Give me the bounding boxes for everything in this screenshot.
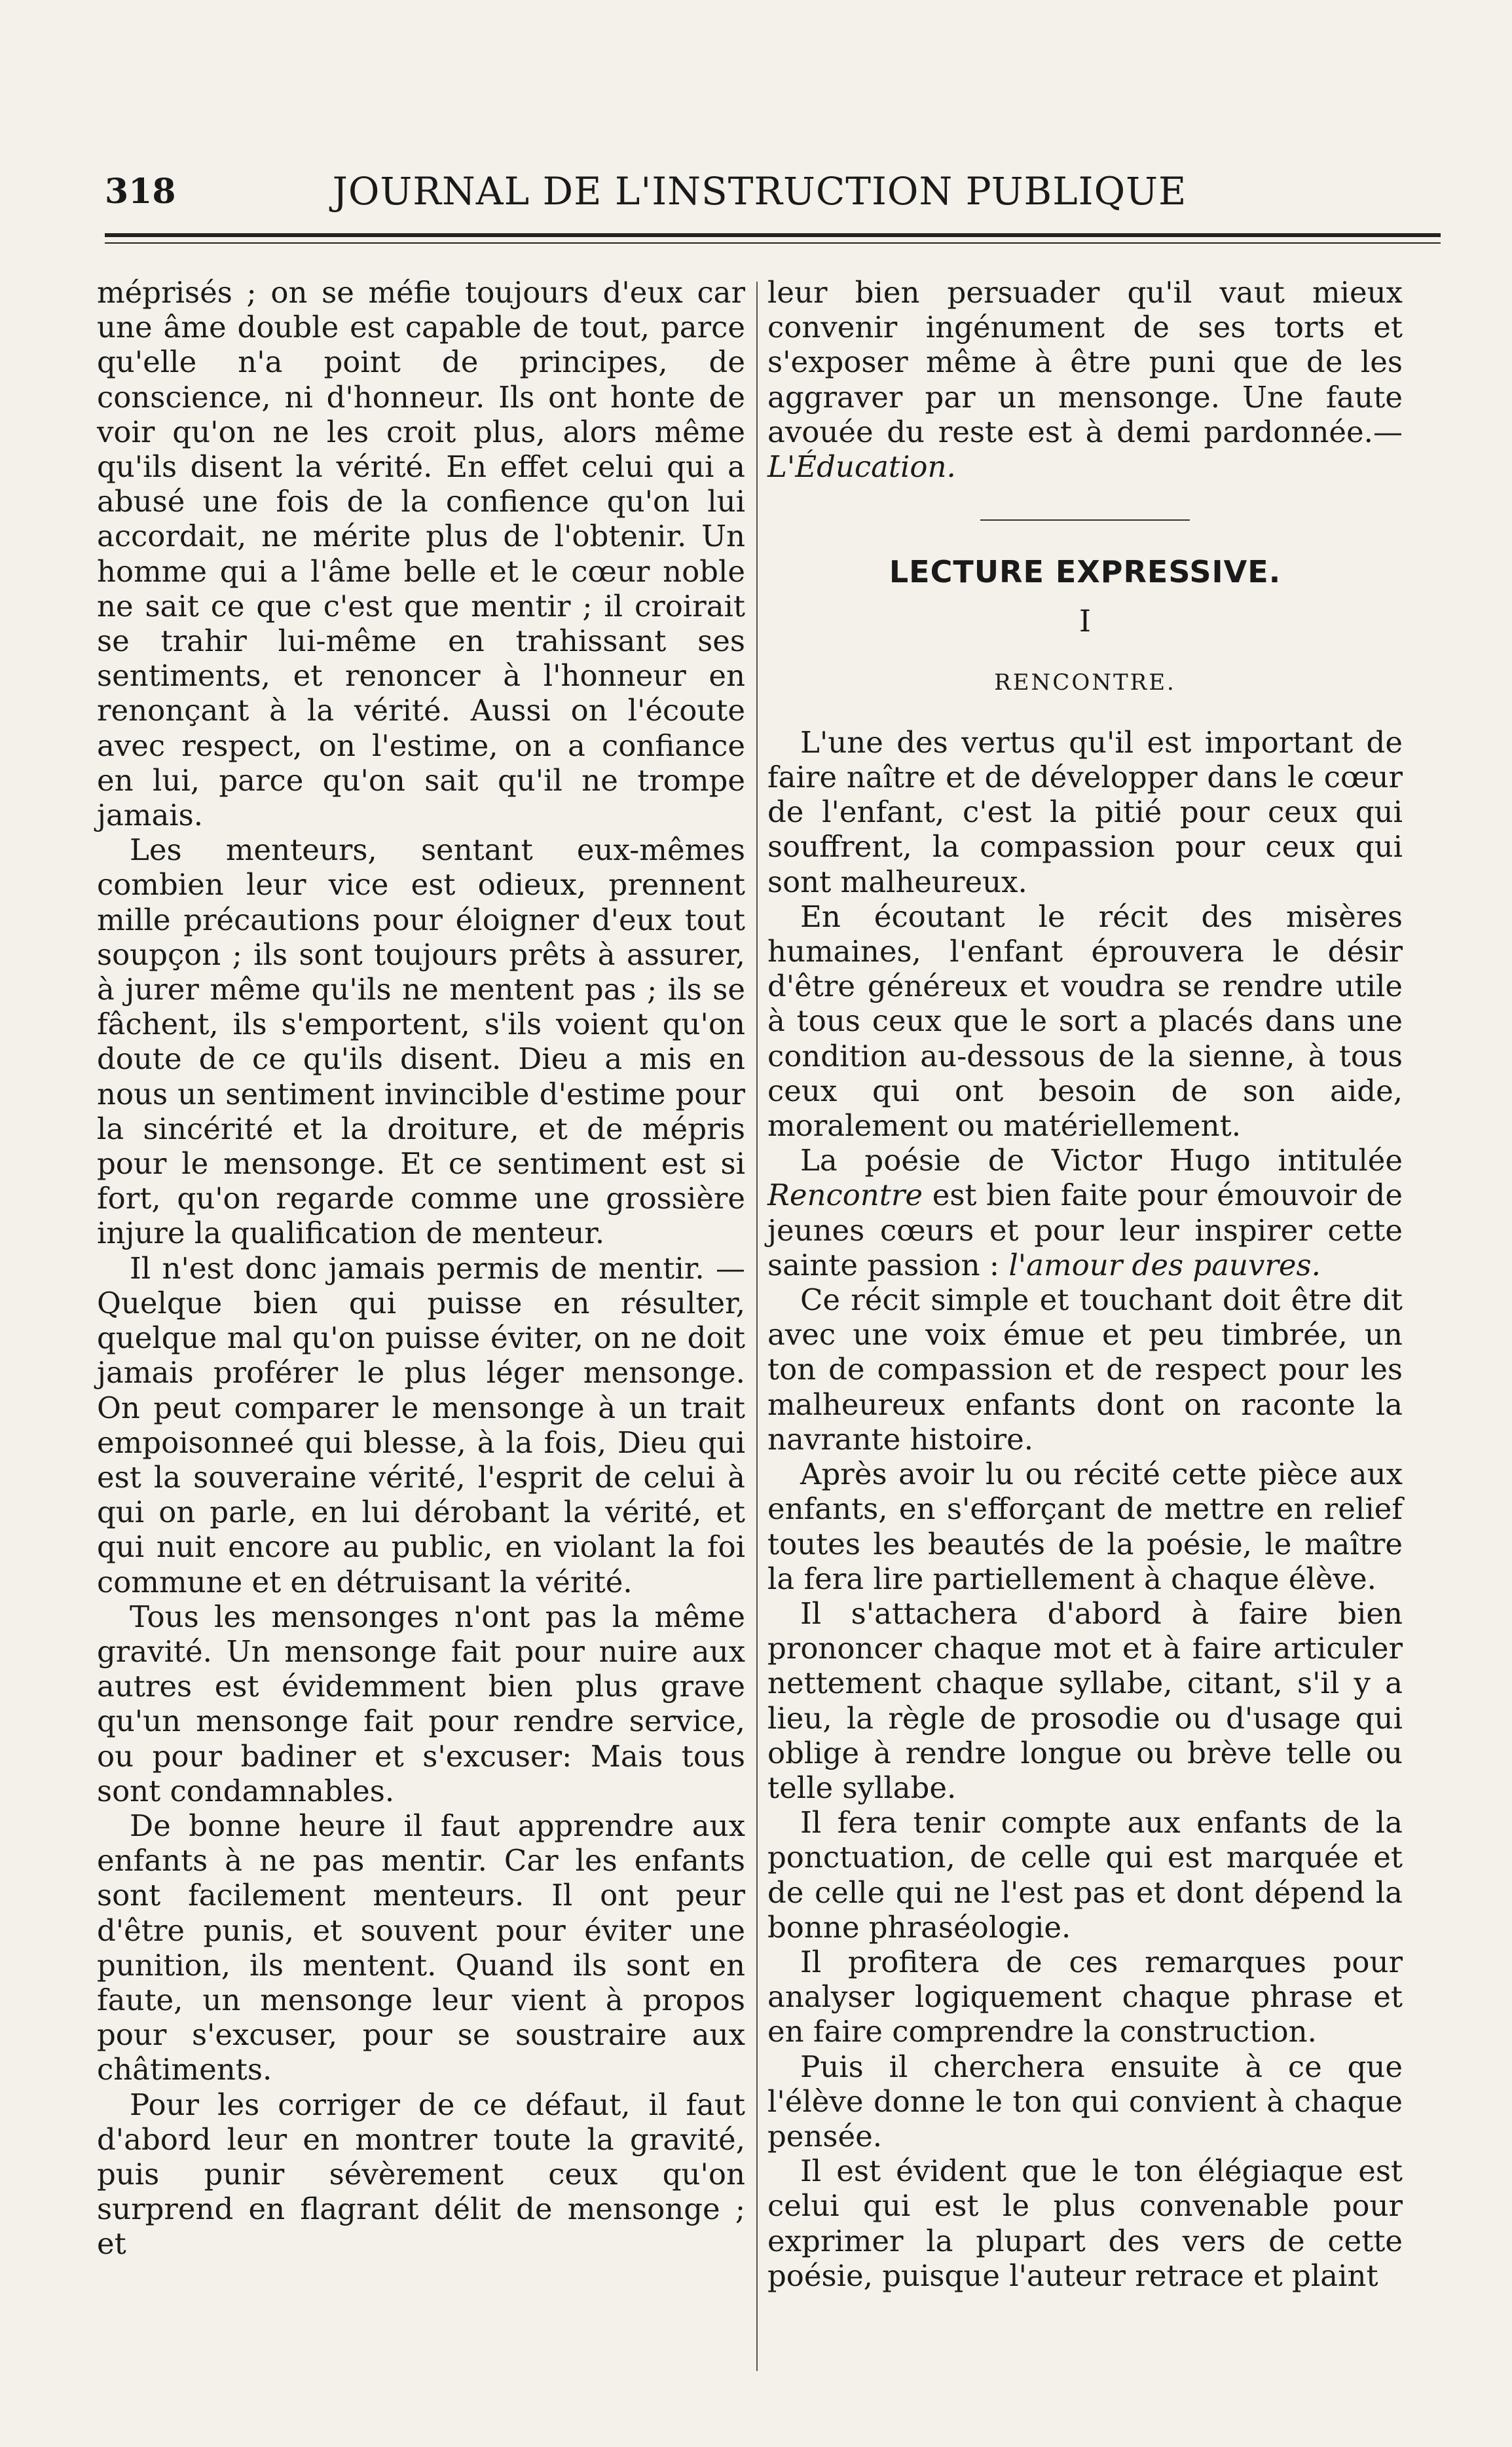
paragraph: Il est évident que le ton élégiaque est celui qui est le plus convenable pour exprimer la plupart des vers de cette poésie, puisque l'auteur retrace et plaint (767, 2154, 1403, 2293)
paragraph: méprisés ; on se méfie toujours d'eux car une âme double est capable de tout, parce qu'elle n'a point de principes, de conscience, ni d'honneur. Ils ont honte de voir qu'on ne les croit plus, alors même qu'ils disent la vérité. En effet celui qui a abusé une fois de la confience qu'on lui accordait, ne mérite plus de l'obtenir. Un homme qui a l'âme belle et le cœur noble ne sait ce que c'est que mentir ; il croirait se trahir lui-même en trahissant ses sentiments, et renoncer à l'honneur en renonçant à la vérité. Aussi on l'écoute avec respect, on l'estime, on a confiance en lui, parce qu'on sait qu'il ne trompe jamais. (97, 275, 745, 833)
paragraph (767, 1143, 1403, 1282)
text-span: est bien faite pour émouvoir de jeunes cœurs et pour leur inspirer cette sainte passion : (767, 1178, 1403, 1282)
paragraph: De bonne heure il faut apprendre aux enfants à ne pas mentir. Car les enfants sont facilement menteurs. Il ont peur d'être punis, et souvent pour éviter une punition, ils mentent. Quand ils sont en faute, un mensonge leur vient à propos pour s'excuser, pour se soustraire aux châtiments. (97, 1808, 745, 2087)
paragraph: Après avoir lu ou récité cette pièce aux enfants, en s'efforçant de mettre en relief toutes les beautés de la poésie, le maître la fera lire partiellement à chaque élève. (767, 1457, 1403, 1596)
paragraph: Tous les mensonges n'ont pas la même gravité. Un mensonge fait pour nuire aux autres est évidemment bien plus grave qu'un mensonge fait pour rendre service, ou pour badiner et s'excuser: Mais tous sont condamnables. (97, 1599, 745, 1808)
right-column (767, 275, 1403, 2293)
header-rule-thick (105, 233, 1441, 237)
poem-name: Rencontre (767, 1178, 923, 1213)
text-span: La poésie de Victor Hugo intitulée (800, 1143, 1403, 1178)
header-rule-thin (105, 242, 1441, 244)
paragraph: Pour les corriger de ce défaut, il faut d'abord leur en montrer toute la gravité, puis punir sévèrement ceux qu'on surprend en flagrant délit de mensonge ; et (97, 2087, 745, 2262)
journal-title: JOURNAL DE L'INSTRUCTION PUBLIQUE (332, 169, 1187, 214)
paragraph: Puis il cherchera ensuite à ce que l'élève donne le ton qui convient à chaque pensée. (767, 2049, 1403, 2154)
continuation-text: leur bien persuader qu'il vaut mieux convenir ingénument de ses torts et s'exposer même à être puni que de les aggraver par un mensonge. Une faute avouée du reste est à demi pardonnée.— (767, 275, 1403, 449)
section-title: LECTURE EXPRESSIVE. (889, 554, 1282, 590)
column-divider (756, 282, 758, 2371)
poem-title: RENCONTRE. (994, 669, 1176, 696)
paragraph: En écoutant le récit des misères humaines, l'enfant éprouvera le désir d'être généreux et voudra se rendre utile à tous ceux que le sort a placés dans une condition au-dessous de la sienne, à tous ceux qui ont besoin de son aide, moralement ou matériellement. (767, 899, 1403, 1144)
source-attribution: L'Éducation. (767, 449, 956, 485)
section-separator (980, 519, 1190, 521)
paragraph: L'une des vertus qu'il est important de faire naître et de développer dans le cœur de l'enfant, c'est la pitié pour ceux qui souffrent, la compassion pour ceux qui sont malheureux. (767, 724, 1403, 899)
paragraph: Il s'attachera d'abord à faire bien prononcer chaque mot et à faire articuler nettement chaque syllabe, citant, s'il y a lieu, la règle de prosodie ou d'usage qui oblige à rendre longue ou brève telle ou telle syllabe. (767, 1596, 1403, 1805)
paragraph: Les menteurs, sentant eux-mêmes combien leur vice est odieux, prennent mille précautions pour éloigner d'eux tout soupçon ; ils sont toujours prêts à assurer, à jurer même qu'ils ne mentent pas ; ils se fâchent, ils s'emportent, s'ils voient qu'on doute de ce qu'ils disent. Dieu a mis en nous un sentiment invincible d'estime pour la sincérité et la droiture, et de mépris pour le mensonge. Et ce sentiment est si fort, qu'on regarde comme une grossière injure la qualification de menteur. (97, 832, 745, 1251)
paragraph: Il profitera de ces remarques pour analyser logiquement chaque phrase et en faire comprendre la construction. (767, 1944, 1403, 2049)
left-column (97, 275, 745, 2262)
paragraph: Il fera tenir compte aux enfants de la ponctuation, de celle qui est marquée et de celle qui ne l'est pas et dont dépend la bonne phraséologie. (767, 1805, 1403, 1945)
paragraph: Il n'est donc jamais permis de mentir. — Quelque bien qui puisse en résulter, quelque mal qu'on puisse éviter, on ne doit jamais proférer le plus léger mensonge. On peut comparer le mensonge à un trait empoisonneé qui blesse, à la fois, Dieu qui est la souveraine vérité, l'esprit de celui à qui on parle, en lui dérobant la vérité, et qui nuit encore au public, en violant la foi commune et en détruisant la vérité. (97, 1250, 745, 1599)
section-number: I (1079, 603, 1092, 639)
quote: l'amour des pauvres. (1008, 1247, 1321, 1282)
paragraph (767, 275, 1403, 484)
paragraph: Ce récit simple et touchant doit être dit avec une voix émue et peu timbrée, un ton de compassion et de respect pour les malheureux enfants dont on raconte la navrante histoire. (767, 1282, 1403, 1457)
page-header (105, 164, 1414, 223)
page-number: 318 (105, 172, 176, 212)
